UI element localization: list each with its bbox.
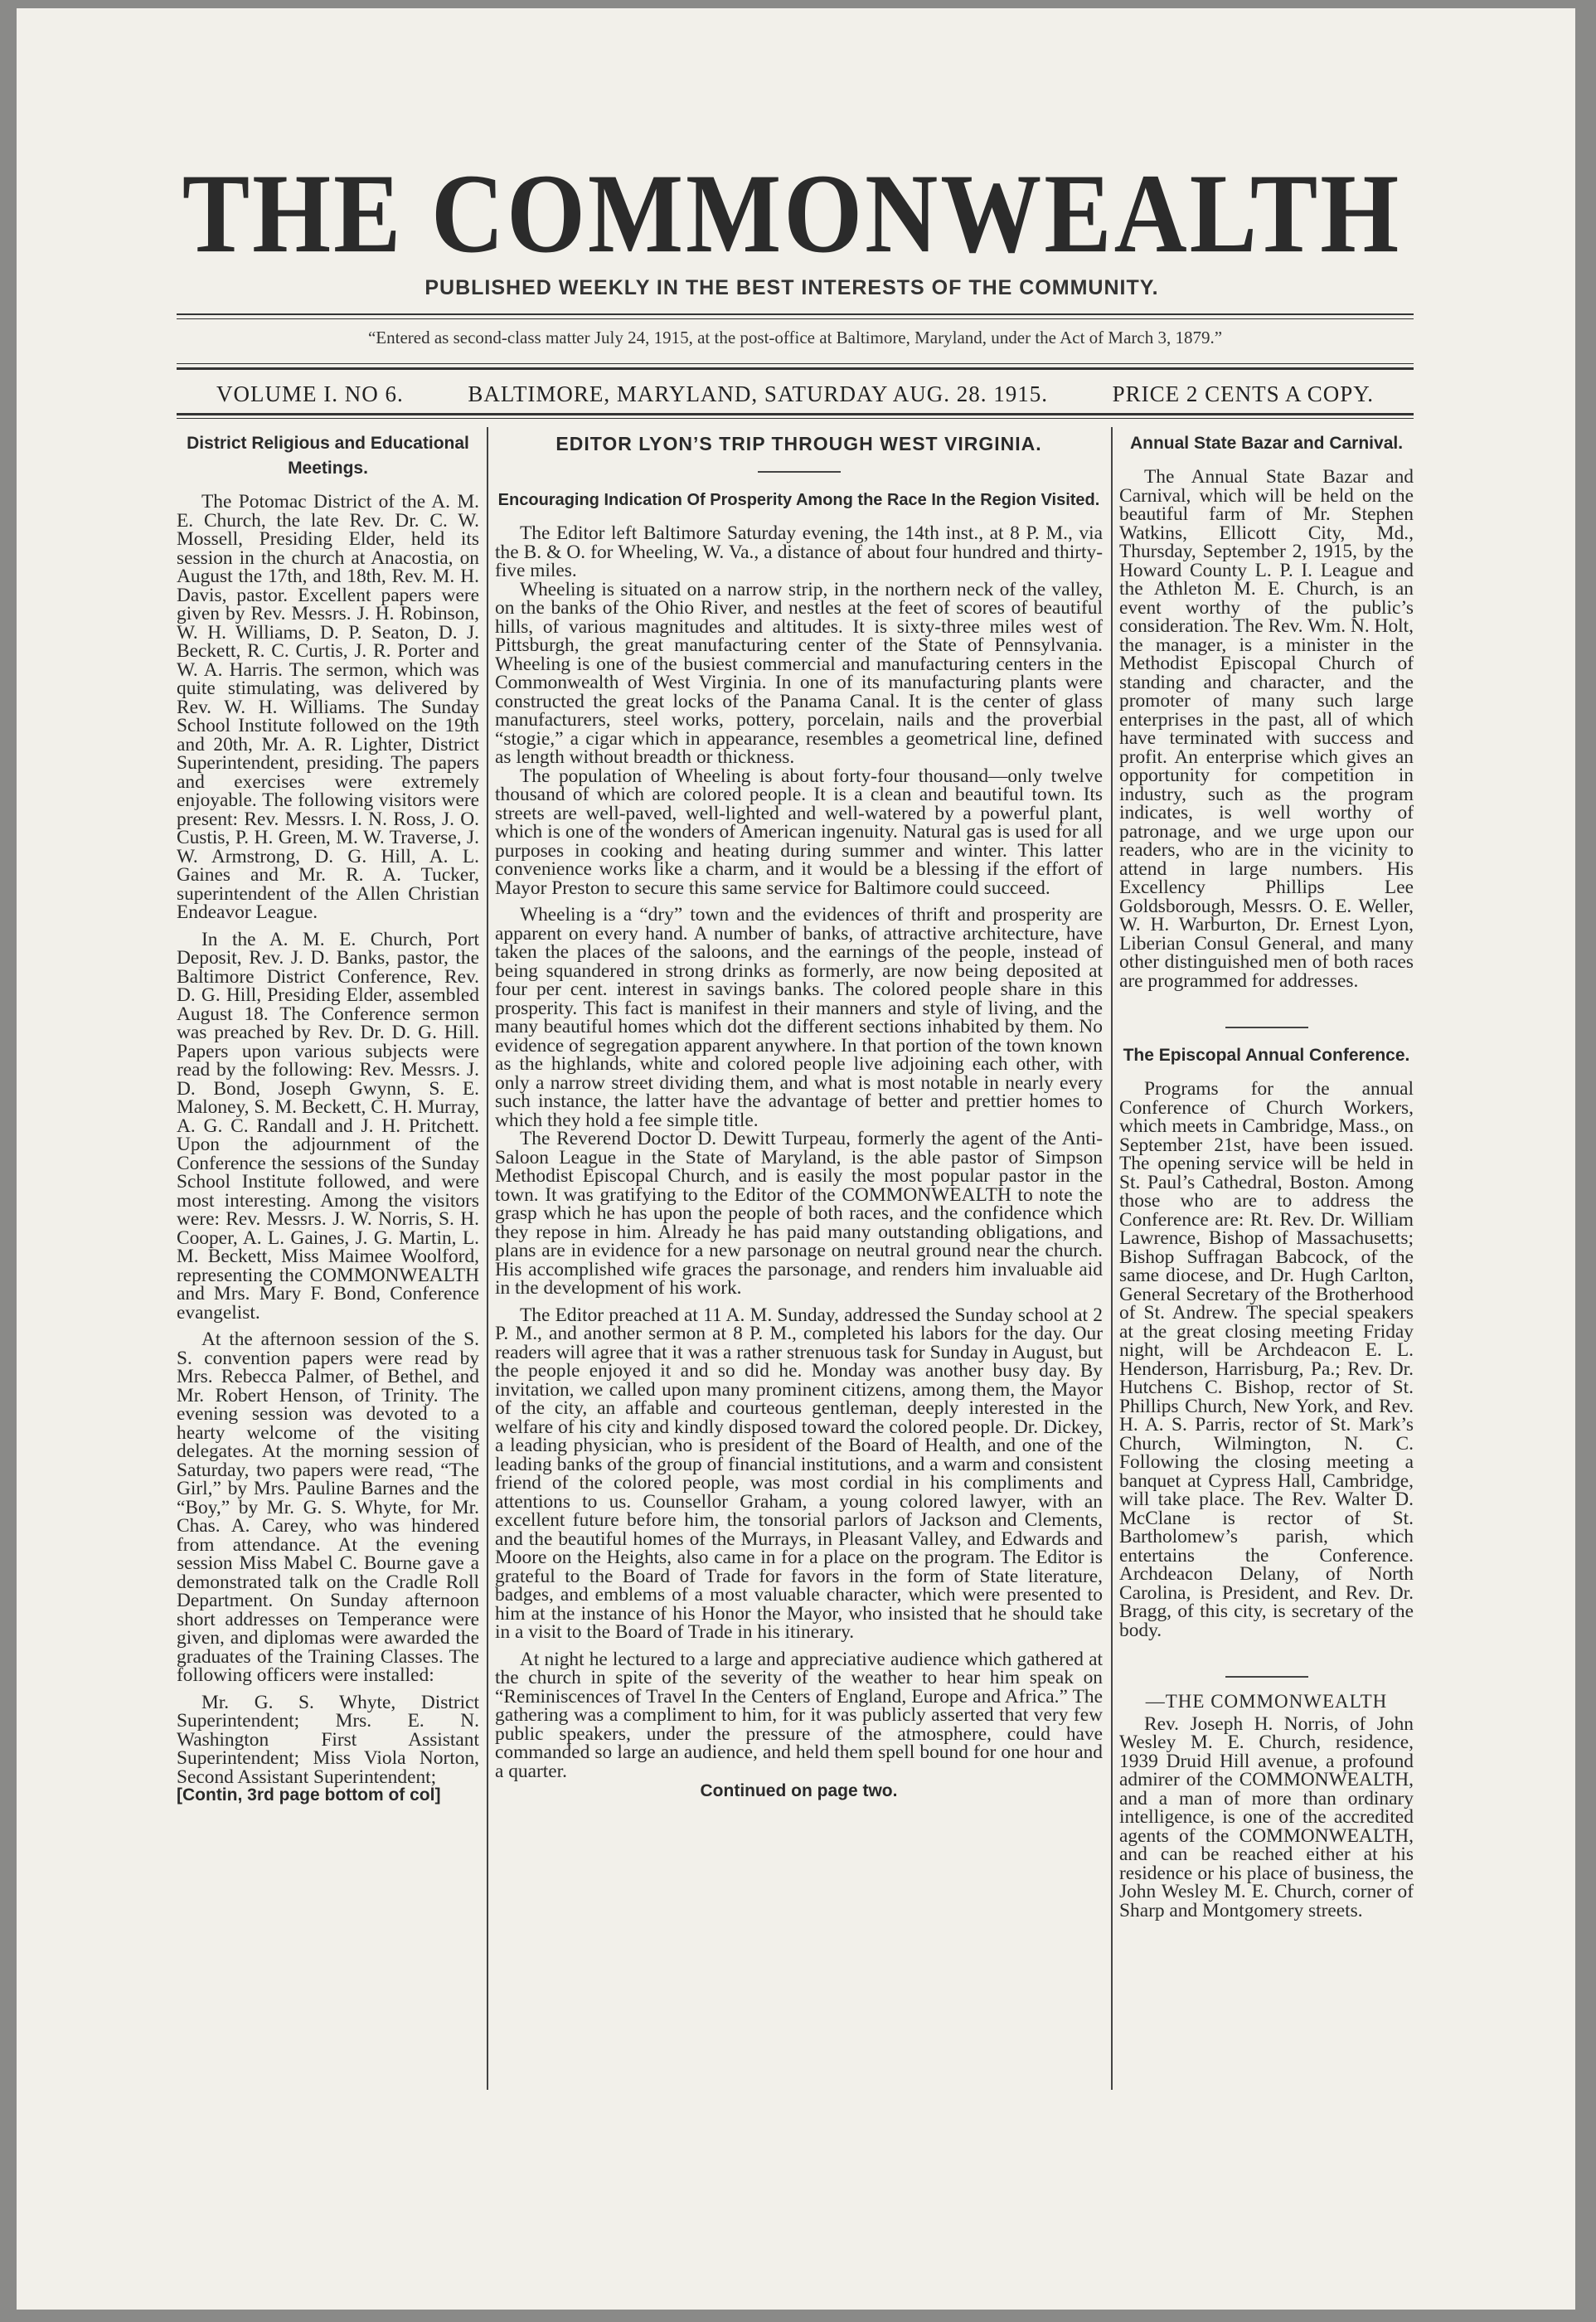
short-rule	[758, 471, 841, 473]
editor-trip-paragraph: Wheeling is situated on a narrow strip, in the northern neck of the valley, on the banks of the Ohio River, and nestles at the feet of scores of beautiful hills, of various magnitudes and altitudes. It is sixty-three miles west of Pittsburgh, the great manufacturing center of the State of Pennsylvania. Wheeling is one of the busiest commercial and manufacturing centers in the Commonwealth of West Virginia. In one of its manufacturing plants were constructed the great locks of the Panama Canal. It is the center of glass manufacturers, steel works, pottery, porcelain, nails and the proverbial “stogie,” a cigar which in appearance, resembles a geometrical line, defined as length without breadth or thickness.	[495, 578, 1103, 768]
district-meetings-paragraph: Mr. G. S. Whyte, District Superintendent; Mrs. E. N. Washington First Assistant Superintendent; Miss Viola Norton, Second Assistant Superintendent;	[177, 1691, 479, 1788]
bazar-headline: Annual State Bazar and Carnival.	[1129, 434, 1404, 453]
commonwealth-headline: —THE COMMONWEALTH	[1145, 1691, 1388, 1712]
district-meetings-headline: District Religious and Educational Meetings.	[187, 434, 469, 478]
rule-top-2	[177, 318, 1414, 319]
editor-trip-subhead: Encouraging Indication Of Prosperity Among the Race In the Region Visited.	[497, 491, 1100, 509]
column-2	[495, 423, 1103, 1801]
short-rule	[1225, 1027, 1308, 1028]
column-1	[177, 423, 479, 1805]
norris-paragraph: Rev. Joseph H. Norris, of John Wesley M. E. Church, residence, 1939 Druid Hill avenue, a profound admirer of the COMMONWEALTH, and a man of more than ordinary intelligence, is one of the accredited agents of the COMMONWEALTH, and can be reached either at his residence or his place of business, the John Wesley M. E. Church, corner of Sharp and Montgomery streets.	[1119, 1712, 1414, 1921]
rule-bottom-2	[177, 418, 1414, 419]
masthead-title: THE COMMONWEALTH	[182, 151, 1402, 277]
episcopal-paragraph: Programs for the annual Conference of Church Workers, which meets in Cambridge, Mass., on September 21st, have been issued. The opening service will be held in St. Paul’s Cathedral, Boston. Among those who are to address the Conference are: Rt. Rev. Dr. William Lawrence, Bishop of Massachusetts; Bishop Suffragan Babcock, of the same diocese, and Dr. Hugh Carlton, General Secretary of the Brotherhood of St. Andrew. The special speakers at the great closing meeting Friday night, will be Archdeacon E. L. Henderson, Harrisburg, Pa.; Rev. Dr. Hutchens C. Bishop, rector of St. Phillips Church, New York, and Rev. H. A. S. Parris, rector of St. Mark’s Church, Wilmington, N. C. Following the closing meeting a banquet at Cypress Hall, Cambridge, will take place. The Rev. Walter D. McClane is rector of St. Bartholomew’s parish, which entertains the Conference. Archdeacon Delany, of North Carolina, is President, and Rev. Dr. Bragg, of this city, is secretary of the body.	[1119, 1078, 1414, 1641]
editor-trip-paragraph: The population of Wheeling is about forty-four thousand—only twelve thousand of which are colored people. It is a clean and beautiful town. Its streets are well-paved, well-lighted and well-watered by a powerful plant, which is one of the wonders of American ingenuity. Natural gas is used for all purposes in cooking and heating during summer and winter. This latter convenience works like a charm, and it would be a blessing if the effort of Mayor Preston to secure this same service for Baltimore could succeed.	[495, 765, 1103, 899]
editor-trip-paragraph: The Editor preached at 11 A. M. Sunday, addressed the Sunday school at 2 P. M., and another sermon at 8 P. M., completed his labors for the day. Our readers will agree that it was a rather strenuous task for Sunday in August, but the people enjoyed it and so did he. Monday was another busy day. By invitation, we called upon many prominent citizens, among them, the Mayor of the city, an affable and courteous gentleman, deeply interested in the welfare of his city and kindly disposed toward the colored people. Dr. Dickey, a leading physician, who is president of the Board of Health, and one of the leading banks of the group of financial institutions, and a warm and consistent friend of the colored people, was most cordial in his compliments and attentions to us. Counsellor Graham, a young colored lawyer, with an excellent future before him, the tonsorial parlors of Jackson and Clements, and the beautiful homes of the Murrays, in Pleasant Valley, and Edwards and Moore on the Heights, also came in for a place on the program. The Editor is grateful to the Board of Trade for favors in the form of State literature, badges, and emblems of a most valuable character, which were presented to him at the instance of his Honor the Mayor, who insisted that he should take in a visit to the Board of Trade in his itinerary.	[495, 1304, 1103, 1643]
short-rule	[1225, 1676, 1308, 1678]
column-divider-2	[1111, 427, 1113, 2090]
dateline	[177, 381, 1414, 407]
editor-trip-paragraph: The Reverend Doctor D. Dewitt Turpeau, formerly the agent of the Anti-Saloon League in the State of Maryland, is the able pastor of Simpson Methodist Episcopal Church, and is easily the most popular pastor in the town. It was gratifying to the Editor of the COMMONWEALTH to note the grasp which he has upon the people of both races, and the confidence which they repose in him. Already he has paid many outstanding obligations, and plans are in evidence for a new parsonage on neutral ground near the church. His accomplished wife graces the parsonage, and renders him invaluable aid in the development of his work.	[495, 1128, 1103, 1299]
editor-trip-paragraph: At night he lectured to a large and appreciative audience which gathered at the church in spite of the severity of the weather to hear him speak on “Reminiscences of Travel In the Centers of England, Europe and Africa.” The gathering was a compliment to him, for it was publicly asserted that very few public speakers, under the pressure of the atmosphere, could have commanded so large an audience, and held them spell bound for one hour and a quarter.	[495, 1648, 1103, 1782]
continuation-note: [Contin, 3rd page bottom of col]	[177, 1785, 441, 1805]
rule-top-1	[177, 313, 1414, 315]
editor-trip-paragraph: Wheeling is a “dry” town and the evidences of thrift and prosperity are apparent on every hand. A number of banks, of attractive architecture, have taken the places of the saloons, and the earnings of the people, instead of being squandered in strong drinks as formerly, are now being deposited at four per cent. interest in savings banks. The colored people share in this prosperity. This fact is manifest in their manners and style of living, and the many beautiful homes which dot the different sections inhabited by them. No evidence of segregation apparent anywhere. In that portion of the town known as the highlands, white and colored people live adjoining each other, with only a narrow street dividing them, and what is most notable in nearly every such instance, the latter have the advantage of better and prettier homes to which they hold a fee simple title.	[495, 904, 1103, 1131]
editor-trip-paragraph: The Editor left Baltimore Saturday evening, the 14th inst., at 8 P. M., via the B. & O. for Wheeling, W. Va., a distance of about four hundred and thirty-five miles.	[495, 522, 1103, 581]
column-divider-1	[487, 427, 488, 2090]
district-meetings-paragraph: At the afternoon session of the S. S. convention papers were read by Mrs. Rebecca Palmer, of Bethel, and Mr. Robert Henson, of Trinity. The evening session was devoted to a hearty welcome of the visiting delegates. At the morning session of Saturday, two papers were read, “The Girl,” by Mrs. Pauline Barnes and the “Boy,” by Mr. G. S. Whyte, for Mr. Chas. A. Carey, who was hindered from attendance. At the evening session Miss Mabel C. Bourne gave a demonstrated talk on the Cradle Roll Department. On Sunday afternoon short addresses on Temperance were given, and diplomas were awarded the graduates of the Training Classes. The following officers were installed:	[177, 1329, 479, 1686]
district-meetings-paragraph: The Potomac District of the A. M. E. Church, the late Rev. Dr. C. W. Mossell, Presiding Elder, held its session in the church at Anacostia, on August the 17th, and 18th, Rev. M. H. Davis, pastor. Excellent papers were given by Rev. Messrs. J. H. Robinson, W. H. Williams, D. P. Seaton, D. J. Beckett, R. C. Curtis, J. R. Porter and W. A. Harris. The sermon, which was quite stimulating, was delivered by Rev. W. H. Williams. The Sunday School Institute followed on the 19th and 20th, Mr. A. R. Lighter, District Superintendent, presiding. The papers and exercises were extremely enjoyable. The following visitors were present: Rev. Messrs. I. N. Ross, J. O. Custis, P. H. Green, M. W. Traverse, J. W. Armstrong, D. G. Hill, A. L. Gaines and Mr. R. A. Tucker, superintendent of the Allen Christian Endeavor League.	[177, 491, 479, 923]
episcopal-headline: The Episcopal Annual Conference.	[1123, 1046, 1410, 1065]
district-meetings-paragraph: In the A. M. E. Church, Port Deposit, Rev. J. D. Banks, pastor, the Baltimore District Conference, Rev. D. G. Hill, Presiding Elder, assembled August 18. The Conference sermon was preached by Rev. Dr. D. G. Hill. Papers upon various subjects were read by the following: Rev. Messrs. J. D. Bond, Joseph Gwynn, S. E. Maloney, S. M. Beckett, C. H. Murray, A. G. C. Randall and J. H. Pritchett. Upon the adjournment of the Conference the sessions of the Sunday School Institute followed, and were most interesting. Among the visitors were: Rev. Messrs. J. W. Norris, S. H. Cooper, A. L. Gaines, J. G. Martin, L. M. Beckett, Miss Maimee Woolford, representing the COMMONWEALTH and Mrs. Mary F. Bond, Conference evangelist.	[177, 928, 479, 1324]
masthead-subtitle: PUBLISHED WEEKLY IN THE BEST INTERESTS OF THE COMMUNITY.	[424, 276, 1159, 299]
continued-note: Continued on page two.	[700, 1781, 898, 1800]
editor-trip-headline: EDITOR LYON’S TRIP THROUGH WEST VIRGINIA.	[555, 433, 1042, 454]
rule-bottom-1	[177, 413, 1414, 415]
entered-notice: “Entered as second-class matter July 24, 1915, at the post-office at Baltimore, Maryland, under the Act of March 3, 1879.”	[367, 328, 1223, 347]
place-date: BALTIMORE, MARYLAND, SATURDAY AUG. 28. 1915.	[468, 381, 1048, 406]
bazar-paragraph: The Annual State Bazar and Carnival, which will be held on the beautiful farm of Mr. Stephen Watkins, Ellicott City, Md., Thursday, September 2, 1915, by the Howard County L. P. I. League and the Athleton M. E. Church, is an event worthy of the public’s consideration. The Rev. Wm. N. Holt, the manager, is a minister in the Methodist Episcopal Church of standing and character, and the promoter of many such large enterprises in the past, all of which have terminated with success and profit. An enterprise which gives an opportunity for competition in industry, such as the program indicates, is well worthy of patronage, and we urge upon our readers, who are in the vicinity to attend in large numbers. His Excellency Phillips Lee Goldsborough, Messrs. O. E. Weller, W. H. Warburton, Dr. Ernest Lyon, Liberian Consul General, and many other distinguished men of both races are programmed for addresses.	[1119, 466, 1414, 992]
column-3	[1119, 423, 1414, 1920]
rule-mid-1	[177, 363, 1414, 364]
price: PRICE 2 CENTS A COPY.	[1112, 381, 1374, 406]
volume-number: VOLUME I. NO 6.	[216, 381, 404, 406]
rule-mid-2	[177, 367, 1414, 370]
